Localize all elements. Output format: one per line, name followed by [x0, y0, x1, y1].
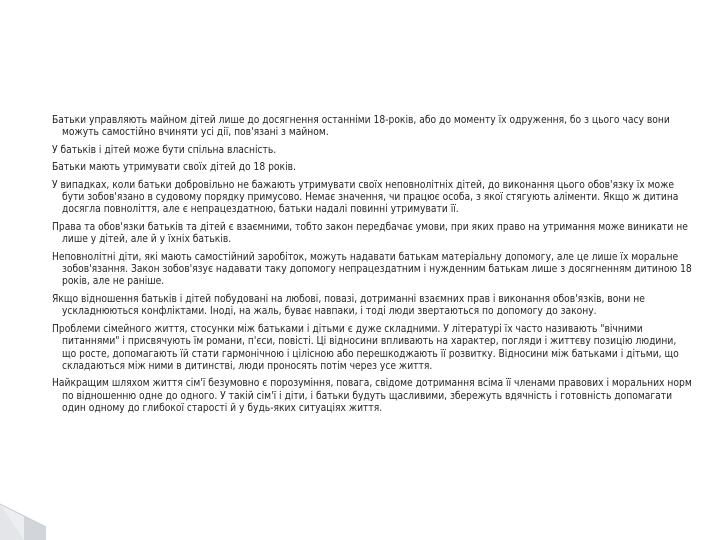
paragraph: Проблеми сімейного життя, стосунки між батьками і дітьми є дуже складними. У літературі їх часто називають "вічними питаннями" і присвячують їм романи, п'єси, повісті. Ці відносини впливають на характер, погляди і життєву позицію людини, що росте, допомагають їй стати гармонічною і цілісною або перешкоджають її розвитку. Відносини між батьками і дітьми, що складаються між ними в дитинстві, люди проносять потім через усе життя. — [52, 323, 679, 372]
paragraph: У батьків і дітей може бути спільна власність. — [52, 144, 277, 156]
corner-hexagon-decoration — [0, 460, 60, 540]
paragraph: У випадках, коли батьки добровільно не бажають утримувати своїх неповнолітніх дітей, до виконання цього обов'язку їх може бути зобов'язано в судовому порядку примусово. Немає значення, чи працює особа, з якої стягують аліменти. Якщо ж дитина досягла повноліття, але є непрацездатною, батьки надалі повинні утримувати її. — [52, 179, 679, 216]
paragraph: Якщо відношення батьків і дітей побудовані на любові, повазі, дотриманні взаємних прав і виконання обов'язків, вони не ускладнюються конфліктами. Іноді, на жаль, буває навпаки, і тоді люди звертаються по допомогу до закону. — [52, 293, 645, 318]
text-body — [52, 115, 692, 421]
paragraph: Права та обов'язки батьків та дітей є взаємними, тобто закон передбачає умови, при яких право на утримання може виникати не лише у дітей, але й у їхніх батьків. — [52, 221, 688, 246]
paragraph: Неповнолітні діти, які мають самостійний заробіток, можуть надавати батькам матеріальну допомогу, але це лише їх моральне зобов'язання. Закон зобов'язує надавати таку допомогу непрацездатним і нужденним батькам лише з досягненням дитиною 18 років, але не раніше. — [52, 251, 692, 288]
paragraph: Найкращим шляхом життя сім'ї безумовно є порозуміння, повага, свідоме дотримання всіма її членами правових і моральних норм по відношенню одне до одного. У такій сім'ї і діти, і батьки будуть щасливими, збережуть вдячність і готовність допомагати один одному до глибокої старості й у будь-яких ситуаціях життя. — [52, 378, 692, 415]
paragraph: Батьки управляють майном дітей лише до досягнення останніми 18-років, або до моменту їх одруження, бо з цього часу вони можуть самостійно вчиняти усі дії, пов'язані з майном. — [52, 115, 670, 139]
paragraph: Батьки мають утримувати своїх дітей до 18 років. — [52, 162, 296, 174]
